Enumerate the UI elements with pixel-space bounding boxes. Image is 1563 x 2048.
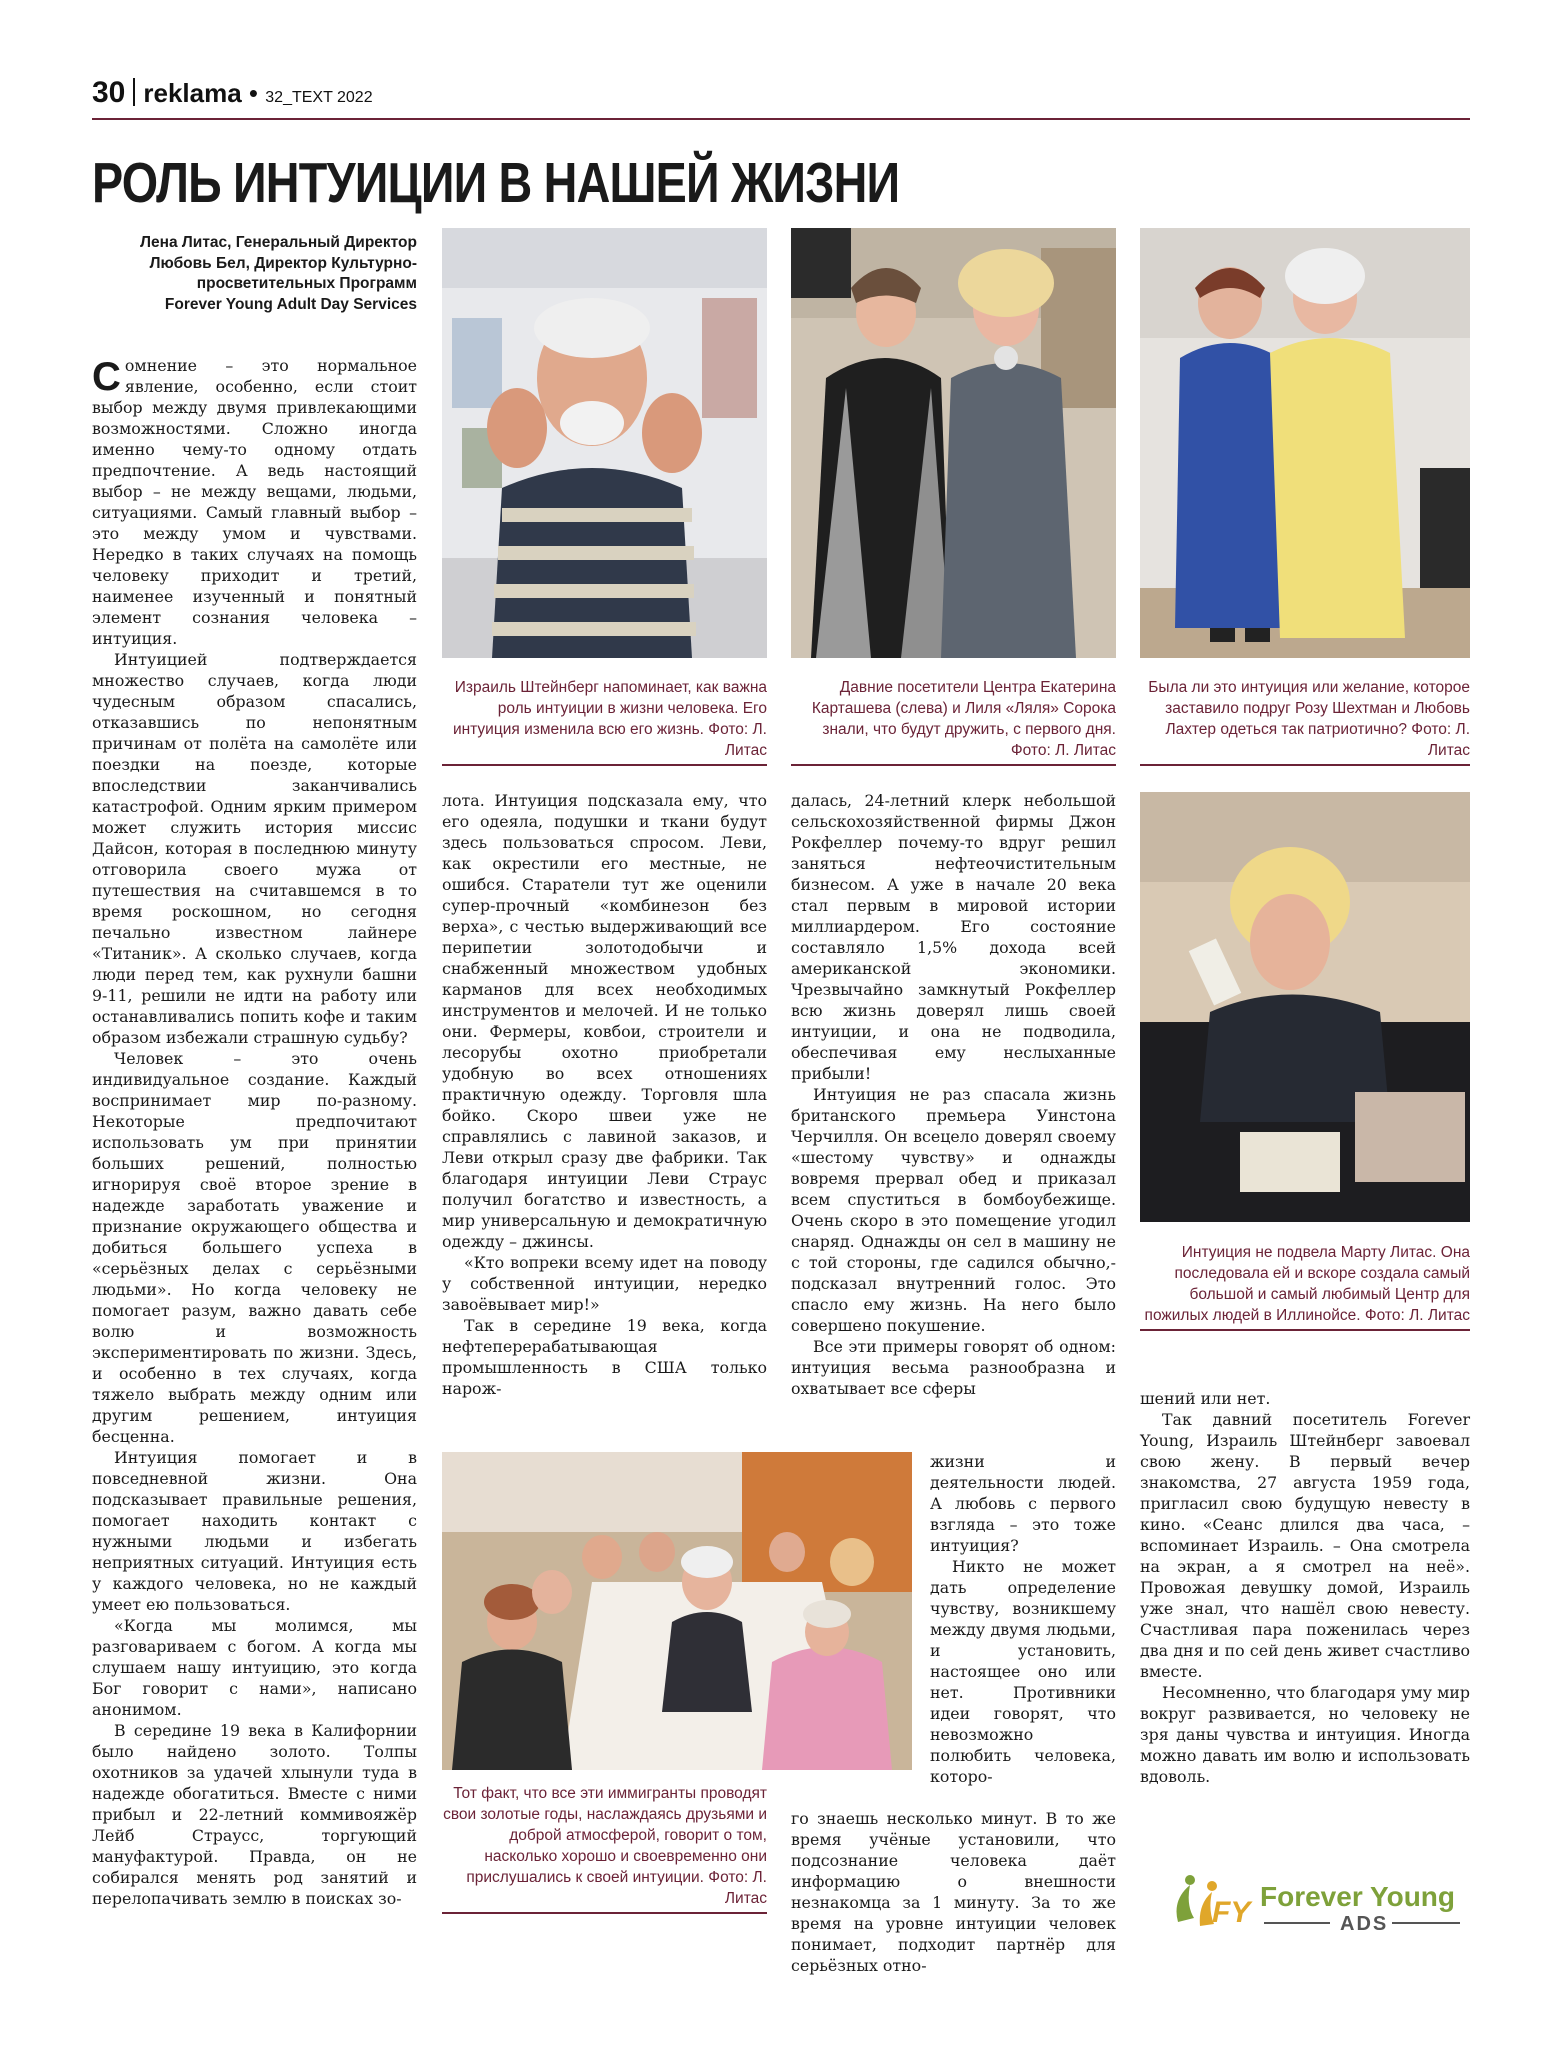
- issue-label: 32_TEXT 2022: [265, 89, 373, 106]
- paragraph: «Кто вопреки всему идет на поводу у собственной интуиции, нередко завоёвывает мир!»: [442, 1253, 767, 1314]
- author-line: просветительных Программ: [196, 275, 417, 292]
- text-column-1: [92, 355, 417, 1909]
- forever-young-logo: [1160, 1860, 1470, 1940]
- photo-group-dinner: [442, 1452, 912, 1770]
- paragraph: го знаешь несколько минут. В то же время учёные установили, что подсознание человека даёт информацию о внешности незнакомца за 1 минуту. За то же время на уровне интуиции человек понимает, подходит партнёр для серьёзных отно-: [791, 1809, 1116, 1975]
- paragraph: Интуиция не раз спасала жизнь британского премьера Уинстона Черчилля. Он всецело доверял своему «шестому чувству» и однажды вовремя прервал обед и приказал всем спуститься в бомбоубежище. Очень скоро в это помещение угодил снаряд. Однажды он сел в машину не с той стороны, где садился обычно,- подсказал внутренний голос. Это спасло ему жизнь. На него было совершено покушение.: [791, 1085, 1116, 1335]
- paragraph: Интуиция помогает и в повседневной жизни. Она подсказывает правильные решения, помогает находить контакт с нужными людьми и избегать неприятных ситуаций. Интуиция есть у каждого человека, но не каждый умеет ею пользоваться.: [92, 1448, 417, 1614]
- logo-subtitle: ADS: [1340, 1913, 1389, 1935]
- header-rule: [92, 118, 1470, 120]
- logo-mark: FY: [1212, 1896, 1251, 1929]
- caption-photo-4: Интуиция не подвела Марту Литас. Она последовала ей и вскоре создала самый большой и самый любимый Центр для пожилых людей в Иллинойсе. Фото: Л. Литас: [1140, 1242, 1470, 1331]
- paragraph: Так давний посетитель Forever Young, Израиль Штейнберг завоевал свою жену. В первый вечер знакомства, 27 августа 1959 года, пригласил свою будущую невесту в кино. «Сеанс длился два часа, – вспоминает Израиль. – Она смотрела на экран, а я смотрел на неё». Провожая девушку домой, Израиль уже знал, что нашёл свою невесту. Счастливая пара поженилась через два дня и по сей день живет счастливо вместе.: [1140, 1410, 1470, 1681]
- article-authors: [92, 233, 417, 315]
- page-number: 30: [92, 76, 126, 109]
- section-name: reklama: [143, 78, 242, 108]
- paragraph-text: омнение – это нормальное явление, особенно, если стоит выбор между двумя привлекающими возможностями. Сложно иногда именно чему-то одному отдать предпочтение. А ведь настоящий выбор – не между вещами, людьми, ситуациями. Самый главный выбор – это между умом и чувствами. Нередко в таких случаях на помощь человеку приходит и третий, наименее изученный и понятный элемент сознания человека – интуиция.: [92, 356, 417, 648]
- caption-photo-2: Давние посетители Центра Екатерина Карташева (слева) и Лиля «Ляля» Сорока знали, что будут дружить, с первого дня. Фото: Л. Литас: [791, 677, 1116, 766]
- author-line: Forever Young Adult Day Services: [164, 295, 417, 313]
- author-line: Любовь Бел, Директор Культурно-: [149, 254, 417, 272]
- text-column-3-lower: [791, 1808, 1116, 1976]
- paragraph: Человек – это очень индивидуальное создание. Каждый воспринимает мир по-разному. Некоторые предпочитают использовать ум при принятии больших решений, полностью игнорируя своё второе зрение в надежде заработать уважение и признание окружающего общества и добиться большего успеха в «серьёзных делах с серьёзными людьми». Но когда человеку не помогает разум, важно давать себе волю и возможность экспериментировать по жизни. Здесь, и особенно в тех случаях, когда тяжело выбрать между одним или другим решением, интуиция бесценна.: [92, 1049, 417, 1446]
- paragraph: Несомненно, что благодаря уму мир вокруг развивается, но человеку не зря даны чувства и интуиция. Иногда можно давать им волю и использовать вдоволь.: [1140, 1683, 1470, 1786]
- caption-photo-1: Израиль Штейнберг напоминает, как важна роль интуиции в жизни человека. Его интуиция изменила всю его жизнь. Фото: Л. Литас: [442, 677, 767, 766]
- logo-name: Forever Young: [1260, 1881, 1456, 1912]
- header-divider: [133, 78, 135, 106]
- photo-israel-steinberg: [442, 228, 767, 658]
- paragraph: Так в середине 19 века, когда нефтеперерабатывающая промышленность в США только нарож-: [442, 1316, 767, 1398]
- author-line: Лена Литас, Генеральный Директор: [140, 234, 417, 251]
- paragraph: лота. Интуиция подсказала ему, что его одеяла, подушки и ткани будут здесь пользоваться спросом. Леви, как окрестили его местные, не ошибся. Старатели тут же оценили супер-прочный «комбинезон без верха», с честью выдерживающий все перипетии золотодобычи и снабженный множеством удобных карманов для всех необходимых инструментов и мелочей. И не только они. Фермеры, ковбои, строители и лесорубы охотно приобретали удобную во всех отношениях практичную одежду. Торговля шла бойко. Скоро швеи уже не справлялись с лавиной заказов, и Леви открыл сразу две фабрики. Так благодаря интуиции Леви Страус получил богатство и известность, а мир универсальную и демократичную одежду – джинсы.: [442, 791, 767, 1251]
- paragraph: «Когда мы молимся, мы разговариваем с богом. А когда мы слушаем нашу интуицию, это когда Бог говорит с нами», написано анонимом.: [92, 1616, 417, 1719]
- text-column-3-wrap-a: [930, 1451, 1116, 1787]
- photo-kartasheva-soroka: [791, 228, 1116, 658]
- photo-shekhtman-lakhter: [1140, 228, 1470, 658]
- paragraph: В середине 19 века в Калифорнии было найдено золото. Толпы охотников за удачей хлынули туда в надежде обогатиться. Вместе с ними прибыл и 22-летний коммивояжёр Лейб Страусс, торгующий мануфактурой. Правда, он не собирался менять род занятий и перелопачивать землю в поисках зо-: [92, 1721, 417, 1908]
- text-column-4: [1140, 1388, 1470, 1787]
- paragraph: далась, 24-летний клерк небольшой сельскохозяйственной фирмы Джон Рокфеллер почему-то вдруг решил заняться нефтеочистительным бизнесом. А уже в начале 20 века стал первым в мировой истории миллиардером. Его состояние составляло 1,5% дохода всей американской экономики. Чрезвычайно замкнутый Рокфеллер всю жизнь доверял лишь своей интуиции, и она не подводила, обеспечивая ему неслыханные прибыли!: [791, 791, 1116, 1083]
- caption-photo-5: Тот факт, что все эти иммигранты проводят свои золотые годы, наслаждаясь друзьями и доброй атмосферой, говорит о том, насколько хорошо и своевременно они прислушались к своей интуиции. Фото: Л. Литас: [442, 1783, 767, 1914]
- paragraph: Никто не может дать определение чувству, возникшему между двумя людьми, и установить, настоящее оно или нет. Противники идеи говорят, что невозможно полюбить человека, которо-: [930, 1557, 1116, 1786]
- text-column-3: [791, 790, 1116, 1399]
- photo-marta-litas: [1140, 792, 1470, 1222]
- paragraph: Интуицией подтверждается множество случаев, когда люди чудесным образом спасались, отказавшись по непонятным причинам от полёта на самолёте или поездки на поезде, которые впоследствии заканчивались катастрофой. Одним ярким примером может служить история миссис Дайсон, которая в последнюю минуту отговорила своего мужа от путешествия на считавшемся в то время роскошном, но сегодня печально известном лайнере «Титаник». А сколько случаев, когда люди перед тем, как рухнули башни 9-11, решили не идти на работу или останавливались попить кофе и таким образом избежали страшную судьбу?: [92, 650, 417, 1047]
- paragraph: [92, 355, 417, 649]
- caption-photo-3: Была ли это интуиция или желание, которое заставило подруг Розу Шехтман и Любовь Лахтер одеться так патриотично? Фото: Л. Литас: [1140, 677, 1470, 766]
- paragraph: шений или нет.: [1140, 1389, 1271, 1408]
- drop-cap: С: [92, 355, 121, 399]
- paragraph: жизни и деятельности людей. А любовь с первого взгляда – это тоже интуиция?: [930, 1452, 1116, 1555]
- page-header: [92, 76, 373, 110]
- header-bullet: •: [248, 78, 259, 108]
- paragraph: Все эти примеры говорят об одном: интуиция весьма разнообразна и охватывает все сферы: [791, 1337, 1116, 1398]
- text-column-2: [442, 790, 767, 1399]
- article-title: РОЛЬ ИНТУИЦИИ В НАШЕЙ ЖИЗНИ: [92, 151, 900, 215]
